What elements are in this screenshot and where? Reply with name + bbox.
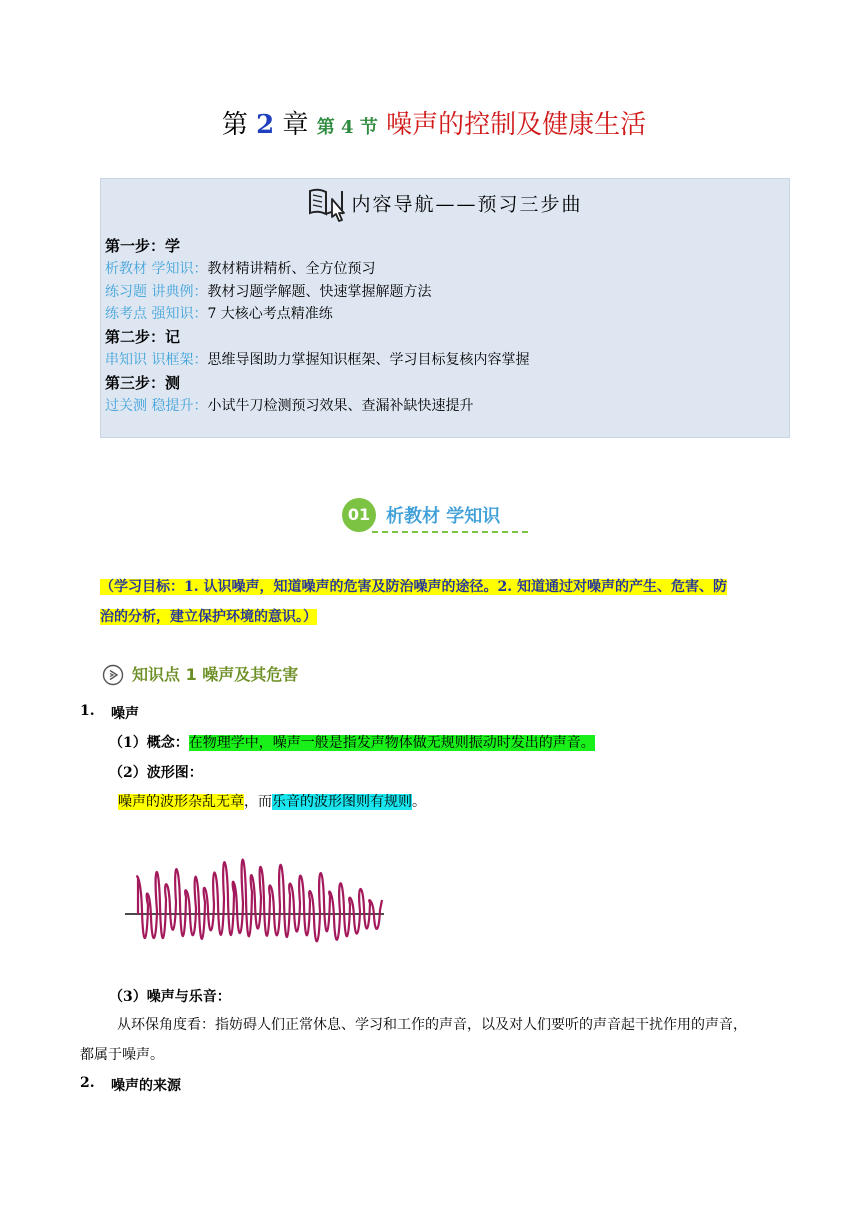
noise-waveform-figure (120, 838, 390, 956)
title-chapter-number: 2 (256, 110, 275, 140)
waveform-curve (137, 860, 382, 942)
concept-label: （1）概念： (109, 735, 189, 751)
nav-item-text: 教材精讲精析、全方位预习 (207, 260, 376, 277)
title-chapter-prefix: 第 (221, 110, 248, 140)
nav-item-text: 小试牛刀检测预习效果、查漏补缺快速提升 (207, 397, 474, 414)
play-circle-icon (102, 664, 124, 690)
knowledge-point-label: 知识点 1 噪声及其危害 (132, 665, 299, 684)
item-2-title: 噪声的来源 (111, 1078, 181, 1094)
wave-label: （2）波形图： (109, 765, 203, 781)
nav-item (105, 395, 529, 418)
nav-item-text: 思维导图助力掌握知识框架、学习目标复核内容掌握 (207, 351, 530, 368)
nav-item-key: 练考点 强知识： (105, 306, 208, 323)
nav-item (105, 258, 529, 281)
book-pointer-icon (307, 183, 347, 228)
nav-item-key: 练习题 讲典例： (105, 283, 208, 300)
wave-connector: ，而 (244, 794, 272, 810)
music-wave-text: 乐音的波形图则有规则 (272, 794, 412, 810)
nav-item-key: 析教材 学知识： (105, 260, 208, 277)
item-1-title: 噪声 (111, 706, 139, 722)
badge-number: 01 (342, 498, 376, 532)
item-2-number: 2. (80, 1075, 95, 1091)
page-title (0, 104, 868, 141)
nav-item (105, 303, 529, 326)
concept-row (109, 732, 595, 752)
nav-heading-text: 内容导航——预习三步曲 (351, 193, 583, 216)
title-chapter-suffix: 章 (282, 110, 309, 140)
wave-period: 。 (412, 794, 426, 810)
nav-step-1: 第一步：学 (105, 237, 181, 255)
concept-text: 在物理学中，噪声一般是指发声物体做无规则振动时发出的声音。 (188, 735, 595, 751)
nav-list (105, 235, 529, 417)
nav-step-3: 第三步：测 (105, 373, 181, 392)
nav-item-key: 过关测 稳提升： (105, 397, 208, 414)
content-navigation-box (100, 178, 790, 438)
title-main: 噪声的控制及健康生活 (386, 110, 647, 140)
nav-item-key: 串知识 识框架： (105, 351, 208, 368)
definition-line-1: 从环保角度看：指妨碍人们正常休息、学习和工作的声音，以及对人们要听的声音起干扰作用的声音， (117, 1017, 747, 1033)
definition-line-2: 都属于噪声。 (80, 1047, 164, 1063)
badge-dashed-underline (372, 531, 528, 533)
objective-line-1: （学习目标：1. 认识噪声，知道噪声的危害及防治噪声的途径。2. 知道通过对噪声的产生、危害、防 (100, 579, 727, 595)
nav-item-text: 教材习题学解题、快速掌握解题方法 (207, 283, 432, 300)
noise-music-label: （3）噪声与乐音： (109, 989, 231, 1005)
badge-label: 析教材 学知识 (386, 506, 501, 527)
nav-step-2: 第二步：记 (105, 328, 181, 347)
objective-line-2: 治的分析，建立保护环境的意识。） (100, 609, 317, 625)
item-1-number: 1. (80, 703, 95, 719)
nav-heading (101, 183, 789, 228)
title-section: 第 4 节 (316, 117, 378, 138)
nav-item-text: 7 大核心考点精准练 (207, 306, 333, 323)
noise-wave-text: 噪声的波形杂乱无章 (118, 794, 244, 810)
wave-description (118, 791, 426, 811)
nav-item (105, 349, 529, 372)
nav-item (105, 281, 529, 304)
environmental-definition (80, 1010, 792, 1070)
learning-objective (100, 572, 792, 632)
